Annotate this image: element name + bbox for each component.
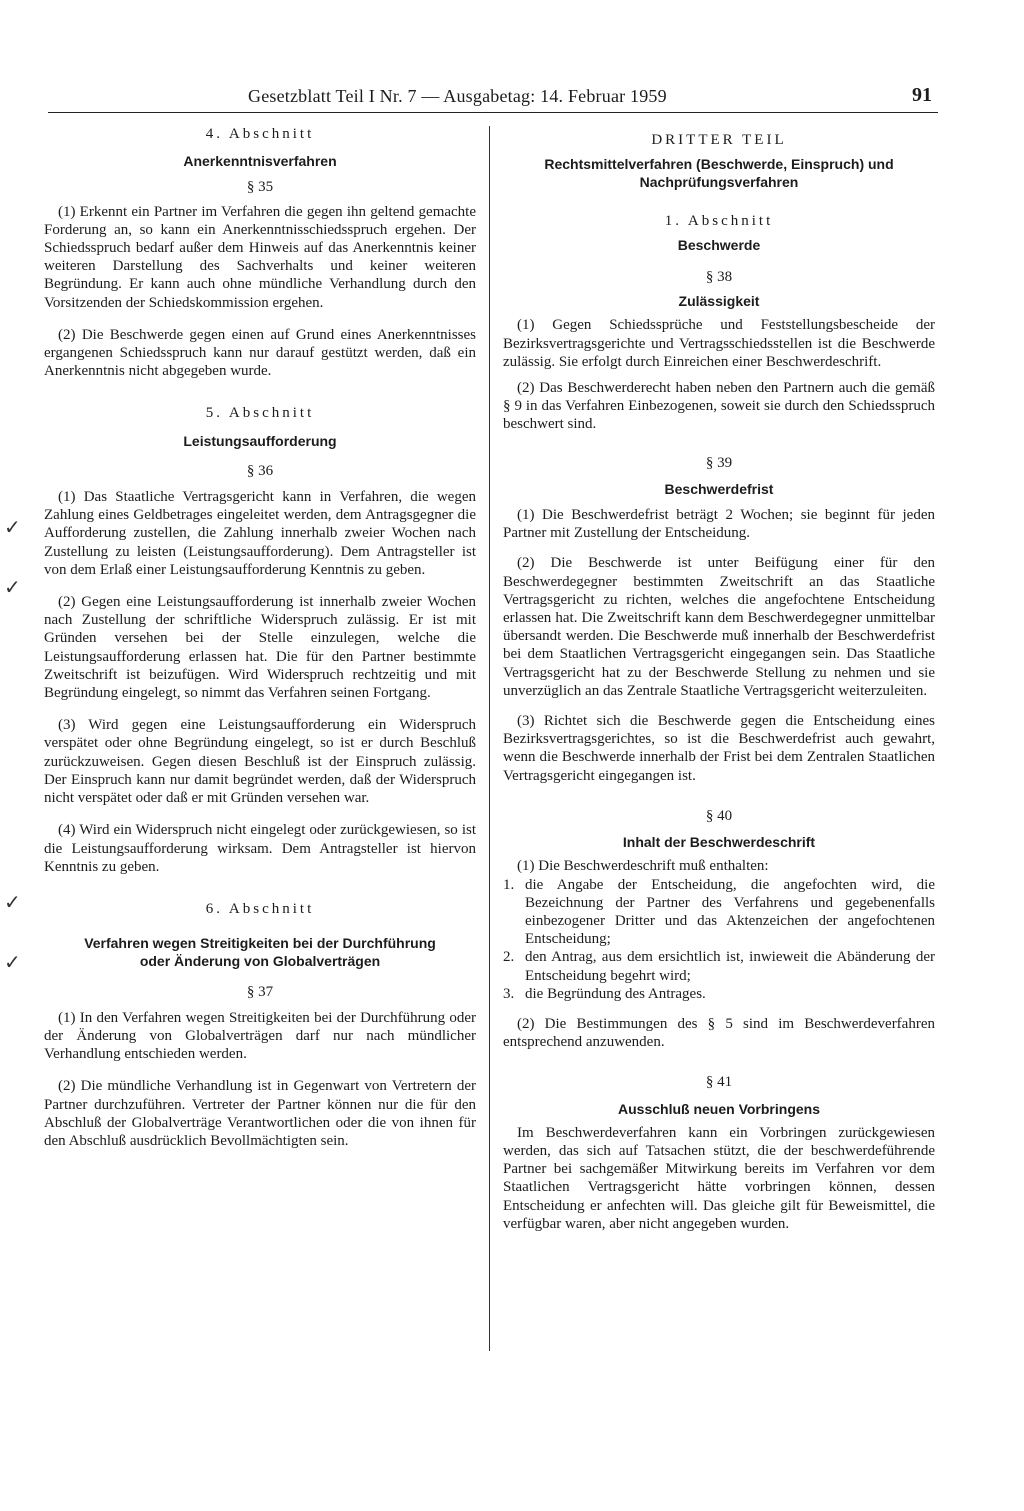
list-item	[503, 985, 935, 1003]
list-number: 3.	[503, 985, 515, 1002]
list-item	[503, 948, 935, 984]
right-column	[503, 125, 935, 1233]
header-title: Gesetzblatt Teil I Nr. 7 — Ausgabetag: 14. Februar 1959	[248, 86, 667, 106]
paragraph: (1) Erkennt ein Partner im Verfahren die gegen ihn geltend gemachte Forderung an, so kann ein Anerkenntnisschiedsspruch ergehen. Der Schiedsspruch bedarf außer dem Hinweis auf das Anerkenntnis keiner weiteren Darstellung des Sachverhalts und keiner weiteren Begründung. Er kann auch ohne mündliche Verhandlung durch den Vorsitzenden der Schiedskommission ergehen.	[44, 203, 476, 311]
list-number: 1.	[503, 876, 515, 893]
margin-check-mark: ✓	[4, 950, 21, 974]
part-title: Rechtsmittelverfahren (Beschwerde, Einspruch) und	[544, 156, 894, 173]
section-title: Leistungsaufforderung	[183, 432, 337, 449]
paragraph: (1) Die Beschwerdeschrift muß enthalten:	[517, 858, 769, 875]
paragraph-number: § 41	[705, 1074, 733, 1091]
paragraph-number: § 37	[246, 983, 274, 1000]
paragraph-number: § 36	[246, 462, 274, 479]
section-title: Beschwerde	[677, 236, 761, 253]
left-column	[44, 125, 476, 1150]
margin-check-mark: ✓	[4, 515, 21, 539]
section-title: Verfahren wegen Streitigkeiten bei der Durchführung	[84, 935, 436, 952]
paragraph: (1) In den Verfahren wegen Streitigkeiten bei der Durchführung oder der Änderung von Globalverträgen darf nur nach mündlicher Verhandlung entschieden werden.	[44, 1009, 476, 1063]
paragraph-title: Ausschluß neuen Vorbringens	[618, 1100, 820, 1117]
column-divider	[489, 126, 490, 1351]
margin-check-mark: ✓	[4, 890, 21, 914]
paragraph: Im Beschwerdeverfahren kann ein Vorbringen zurückgewiesen werden, das sich auf Tatsachen stützt, die der beschwerdeführende Partner bei sachgemäßer Mitwirkung bereits im Verfahren vor dem Staatlichen Vertragsgericht hätte vorbringen können, dessen Entscheidung er anfechten will. Das gleiche gilt für Beweismittel, die verfügbar waren, aber nicht angegeben wurden.	[503, 1124, 935, 1232]
list-number: 2.	[503, 949, 515, 966]
section-heading: 5. Abschnitt	[205, 405, 315, 422]
section-title: Anerkenntnisverfahren	[183, 153, 337, 170]
part-heading: DRITTER TEIL	[651, 132, 787, 148]
paragraph: (1) Gegen Schiedssprüche und Feststellungsbescheide der Bezirksvertragsgerichte und Vertragsschiedsstellen ist die Beschwerde zulässig. Sie erfolgt durch Einreichen einer Beschwerdeschrift.	[503, 317, 935, 370]
paragraph: (2) Das Beschwerderecht haben neben den Partnern auch die gemäß § 9 in das Verfahren Einbezogenen, soweit sie durch den Schiedsspruch beschwert sind.	[503, 380, 935, 433]
section-heading: 6. Abschnitt	[205, 900, 315, 917]
paragraph-title: Beschwerdefrist	[664, 480, 774, 497]
list-item	[503, 876, 935, 949]
paragraph-title: Inhalt der Beschwerdeschrift	[622, 834, 816, 851]
paragraph-number: § 40	[705, 807, 733, 824]
paragraph-number: § 38	[705, 269, 733, 286]
paragraph: (2) Gegen eine Leistungsaufforderung ist innerhalb zweier Wochen nach Zustellung der schriftliche Widerspruch zulässig. Er ist mit Gründen versehen bei der Stelle einzulegen, welche die Leistungsaufforderung erlassen hat. Die für den Partner bestimmte Zweitschrift ist beizufügen. Wird Widerspruch rechtzeitig und mit Begründung eingelegt, so nimmt das Verfahren seinen Fortgang.	[44, 594, 476, 702]
list-text: die Begründung des Antrages.	[525, 985, 706, 1002]
section-heading: 4. Abschnitt	[205, 126, 315, 142]
page-header	[48, 84, 938, 113]
paragraph: (1) Das Staatliche Vertragsgericht kann in Verfahren, die wegen Zahlung eines Geldbetrages eingeleitet werden, dem Antragsgegner die Aufforderung zustellen, die Zahlung innerhalb zweier Wochen nach Zustellung zu leisten (Leistungsaufforderung). Dem Antragsteller ist von dem Erlaß einer Leistungsaufforderung Kenntnis zu geben.	[44, 489, 476, 578]
section-heading: 1. Abschnitt	[664, 212, 774, 229]
paragraph: (3) Richtet sich die Beschwerde gegen die Entscheidung eines Bezirksvertragsgerichtes, so ist die Beschwerdefrist auch gewahrt, wenn die Beschwerde innerhalb der Frist bei dem Zentralen Staatlichen Vertragsgericht eingegangen ist.	[503, 713, 935, 784]
paragraph: (2) Die mündliche Verhandlung ist in Gegenwart von Vertretern der Partner durchzuführen. Vertreter der Partner können nur die für den Abschluß der Globalverträge Verantwortlichen oder die von ihnen für den Abschluß ausdrücklich Bevollmächtigten sein.	[44, 1078, 476, 1149]
margin-check-mark: ✓	[4, 575, 21, 599]
paragraph-title: Zulässigkeit	[678, 293, 760, 310]
paragraph: (1) Die Beschwerdefrist beträgt 2 Wochen; sie beginnt für jeden Partner mit Zustellung der Entscheidung.	[503, 507, 935, 542]
paragraph: (4) Wird ein Widerspruch nicht eingelegt oder zurückgewiesen, so ist die Leistungsaufforderung wirksam. Dem Antragsteller ist hiervon Kenntnis zu geben.	[44, 822, 476, 875]
paragraph-number: § 35	[246, 179, 274, 196]
paragraph: (2) Die Beschwerde ist unter Beifügung einer für den Beschwerdegegner bestimmten Zweitschrift an das Staatliche Vertragsgericht zu richten, welches die angefochtene Entscheidung erlassen hat. Die Zweitschrift kann dem Beschwerdegegner unmittelbar übersandt werden. Die Beschwerde muß innerhalb der Beschwerdefrist bei dem Staatlichen Vertragsgericht eingegangen sein. Das Staatliche Vertragsgericht hat zu der Beschwerde Stellung zu nehmen und sie unverzüglich an das Zentrale Staatliche Vertragsgericht weiterzuleiten.	[503, 555, 935, 699]
paragraph: (3) Wird gegen eine Leistungsaufforderung ein Widerspruch verspätet oder ohne Begründung eingelegt, so ist er durch Beschluß zurückzuweisen. Gegen diesen Beschluß ist der Einspruch zulässig. Der Einspruch kann nur damit begründet werden, daß der Widerspruch nicht verspätet oder daß er mit Gründen versehen war.	[44, 717, 476, 807]
paragraph-number: § 39	[705, 454, 733, 471]
list-text: den Antrag, aus dem ersichtlich ist, inwieweit die Abänderung der Entscheidung begehrt wird;	[525, 949, 935, 984]
section-title: oder Änderung von Globalverträgen	[139, 953, 381, 970]
list-text: die Angabe der Entscheidung, die angefochten wird, die Bezeichnung der Partner des Verfahrens und gegebenenfalls einbezogener Dritter und das Aktenzeichen der angefochtenen Entscheidung;	[525, 876, 935, 948]
paragraph: (2) Die Beschwerde gegen einen auf Grund eines Anerkenntnisses ergangenen Schiedsspruch kann nur darauf gestützt werden, daß ein Anerkenntnis nicht abgegeben wurde.	[44, 326, 476, 380]
page-number: 91	[912, 84, 932, 106]
paragraph: (2) Die Bestimmungen des § 5 sind im Beschwerdeverfahren entsprechend anzuwenden.	[503, 1015, 935, 1051]
part-title: Nachprüfungsverfahren	[639, 174, 799, 191]
